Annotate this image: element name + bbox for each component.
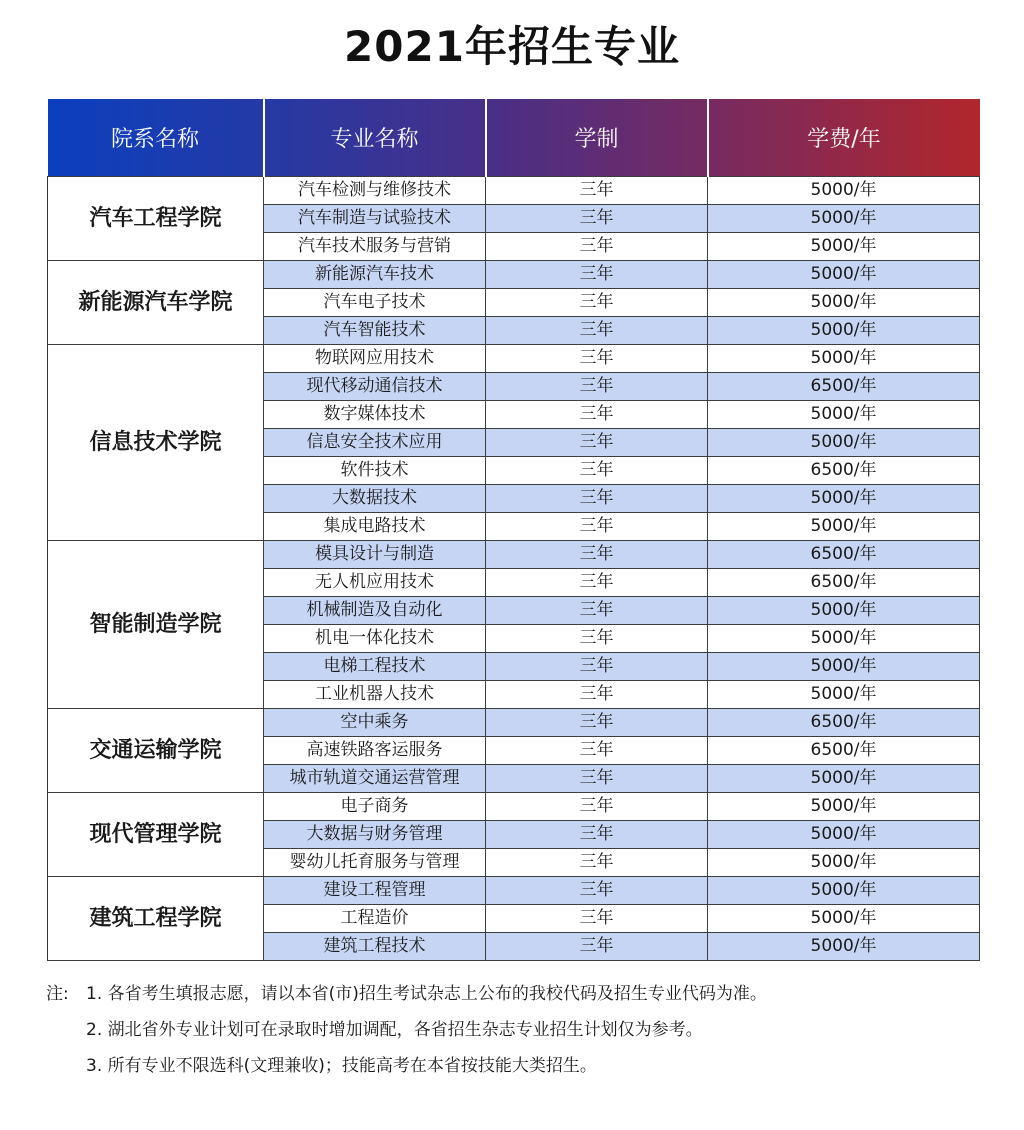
major-fee: 5000/年 xyxy=(708,400,980,428)
table-body xyxy=(48,176,980,960)
department-name: 建筑工程学院 xyxy=(48,876,264,960)
major-fee: 5000/年 xyxy=(708,820,980,848)
header-duration: 学制 xyxy=(486,99,708,176)
note-line xyxy=(46,976,1006,1012)
major-name: 汽车检测与维修技术 xyxy=(264,176,486,204)
major-name: 城市轨道交通运营管理 xyxy=(264,764,486,792)
major-name: 空中乘务 xyxy=(264,708,486,736)
major-duration: 三年 xyxy=(486,232,708,260)
major-fee: 6500/年 xyxy=(708,456,980,484)
major-fee: 6500/年 xyxy=(708,568,980,596)
major-name: 无人机应用技术 xyxy=(264,568,486,596)
major-duration: 三年 xyxy=(486,260,708,288)
major-duration: 三年 xyxy=(486,344,708,372)
major-duration: 三年 xyxy=(486,372,708,400)
table-row xyxy=(48,344,980,372)
major-fee: 5000/年 xyxy=(708,624,980,652)
major-duration: 三年 xyxy=(486,624,708,652)
note-prefix: 注: xyxy=(46,984,69,1004)
major-fee: 5000/年 xyxy=(708,596,980,624)
major-name: 模具设计与制造 xyxy=(264,540,486,568)
table-header xyxy=(48,99,980,176)
department-name: 新能源汽车学院 xyxy=(48,260,264,344)
major-name: 机电一体化技术 xyxy=(264,624,486,652)
major-fee: 5000/年 xyxy=(708,848,980,876)
major-duration: 三年 xyxy=(486,540,708,568)
major-fee: 6500/年 xyxy=(708,708,980,736)
department-name: 智能制造学院 xyxy=(48,540,264,708)
major-fee: 5000/年 xyxy=(708,512,980,540)
notes xyxy=(46,976,1006,1084)
major-fee: 5000/年 xyxy=(708,176,980,204)
major-duration: 三年 xyxy=(486,204,708,232)
major-fee: 5000/年 xyxy=(708,904,980,932)
major-fee: 6500/年 xyxy=(708,736,980,764)
major-name: 数字媒体技术 xyxy=(264,400,486,428)
major-duration: 三年 xyxy=(486,316,708,344)
major-fee: 5000/年 xyxy=(708,680,980,708)
major-name: 电梯工程技术 xyxy=(264,652,486,680)
major-duration: 三年 xyxy=(486,568,708,596)
major-duration: 三年 xyxy=(486,652,708,680)
note-item: 1. 各省考生填报志愿，请以本省(市)招生考试杂志上公布的我校代码及招生专业代码为准。 xyxy=(86,984,767,1004)
table-row xyxy=(48,708,980,736)
major-name: 软件技术 xyxy=(264,456,486,484)
major-name: 信息安全技术应用 xyxy=(264,428,486,456)
major-duration: 三年 xyxy=(486,848,708,876)
major-name: 物联网应用技术 xyxy=(264,344,486,372)
major-fee: 5000/年 xyxy=(708,764,980,792)
major-name: 工业机器人技术 xyxy=(264,680,486,708)
header-dept: 院系名称 xyxy=(110,126,199,152)
major-duration: 三年 xyxy=(486,876,708,904)
major-duration: 三年 xyxy=(486,764,708,792)
note-item: 3. 所有专业不限选科(文理兼收)；技能高考在本省按技能大类招生。 xyxy=(86,1056,597,1076)
major-duration: 三年 xyxy=(486,484,708,512)
majors-table xyxy=(47,99,980,961)
major-name: 集成电路技术 xyxy=(264,512,486,540)
major-duration: 三年 xyxy=(486,512,708,540)
major-name: 机械制造及自动化 xyxy=(264,596,486,624)
table-row xyxy=(48,260,980,288)
major-duration: 三年 xyxy=(486,176,708,204)
major-duration: 三年 xyxy=(486,680,708,708)
major-fee: 5000/年 xyxy=(708,932,980,960)
major-fee: 5000/年 xyxy=(708,288,980,316)
table-row xyxy=(48,540,980,568)
major-name: 汽车电子技术 xyxy=(264,288,486,316)
department-name: 交通运输学院 xyxy=(48,708,264,792)
major-name: 大数据技术 xyxy=(264,484,486,512)
department-name: 汽车工程学院 xyxy=(48,176,264,260)
major-fee: 5000/年 xyxy=(708,316,980,344)
header-fee: 学费/年 xyxy=(708,99,980,176)
major-duration: 三年 xyxy=(486,400,708,428)
major-fee: 6500/年 xyxy=(708,372,980,400)
major-fee: 5000/年 xyxy=(708,484,980,512)
major-name: 现代移动通信技术 xyxy=(264,372,486,400)
major-name: 大数据与财务管理 xyxy=(264,820,486,848)
major-name: 建筑工程技术 xyxy=(264,932,486,960)
note-line xyxy=(46,1048,1006,1084)
major-fee: 5000/年 xyxy=(708,876,980,904)
major-fee: 6500/年 xyxy=(708,540,980,568)
note-item: 2. 湖北省外专业计划可在录取时增加调配，各省招生杂志专业招生计划仅为参考。 xyxy=(86,1020,703,1040)
major-fee: 5000/年 xyxy=(708,652,980,680)
major-duration: 三年 xyxy=(486,596,708,624)
major-duration: 三年 xyxy=(486,708,708,736)
major-name: 汽车智能技术 xyxy=(264,316,486,344)
major-name: 汽车制造与试验技术 xyxy=(264,204,486,232)
table-row xyxy=(48,176,980,204)
major-fee: 5000/年 xyxy=(708,232,980,260)
major-name: 汽车技术服务与营销 xyxy=(264,232,486,260)
major-duration: 三年 xyxy=(486,932,708,960)
department-name: 现代管理学院 xyxy=(48,792,264,876)
major-fee: 5000/年 xyxy=(708,204,980,232)
major-fee: 5000/年 xyxy=(708,260,980,288)
major-fee: 5000/年 xyxy=(708,792,980,820)
header-major: 专业名称 xyxy=(264,99,486,176)
table-row xyxy=(48,876,980,904)
major-duration: 三年 xyxy=(486,820,708,848)
major-fee: 5000/年 xyxy=(708,428,980,456)
major-duration: 三年 xyxy=(486,904,708,932)
note-line xyxy=(46,1012,1006,1048)
major-duration: 三年 xyxy=(486,736,708,764)
major-name: 婴幼儿托育服务与管理 xyxy=(264,848,486,876)
table-row xyxy=(48,792,980,820)
major-name: 电子商务 xyxy=(264,792,486,820)
department-name: 信息技术学院 xyxy=(48,344,264,540)
major-name: 工程造价 xyxy=(264,904,486,932)
major-name: 高速铁路客运服务 xyxy=(264,736,486,764)
page-title: 2021年招生专业 xyxy=(344,22,680,71)
major-duration: 三年 xyxy=(486,288,708,316)
major-name: 新能源汽车技术 xyxy=(264,260,486,288)
major-duration: 三年 xyxy=(486,456,708,484)
major-duration: 三年 xyxy=(486,428,708,456)
major-fee: 5000/年 xyxy=(708,344,980,372)
major-duration: 三年 xyxy=(486,792,708,820)
major-name: 建设工程管理 xyxy=(264,876,486,904)
